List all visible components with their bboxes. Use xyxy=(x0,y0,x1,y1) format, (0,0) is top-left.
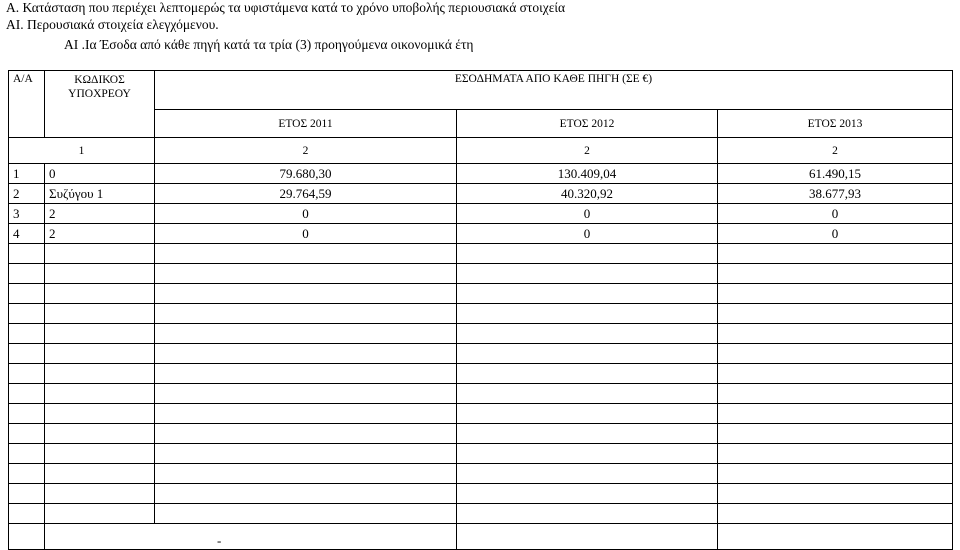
row-code: 2 xyxy=(45,224,155,244)
header-code xyxy=(45,71,155,138)
income-table xyxy=(8,70,953,550)
last-row-mark: - xyxy=(45,524,457,550)
header-aa: Α/Α xyxy=(9,71,45,138)
empty-row xyxy=(9,504,953,524)
row-value-2011: 0 xyxy=(155,204,457,224)
empty-row xyxy=(9,424,953,444)
table-row xyxy=(9,224,953,244)
header-income: ΕΣΟΔΗΜΑΤΑ ΑΠΟ ΚΑΘΕ ΠΗΓΗ (ΣΕ €) xyxy=(155,71,953,110)
row-aa: 4 xyxy=(9,224,45,244)
year-2013: ΕΤΟΣ 2013 xyxy=(718,110,953,138)
last-row xyxy=(9,524,953,550)
column-number-row xyxy=(9,138,953,164)
empty-row xyxy=(9,444,953,464)
column-number-2011: 2 xyxy=(155,138,457,164)
empty-row xyxy=(9,404,953,424)
empty-row xyxy=(9,384,953,404)
year-2011: ΕΤΟΣ 2011 xyxy=(155,110,457,138)
table-row xyxy=(9,184,953,204)
section-title-ai: ΑΙ. Περουσιακά στοιχεία ελεγχόμενου. xyxy=(6,17,219,32)
column-number-2013: 2 xyxy=(718,138,953,164)
empty-row xyxy=(9,264,953,284)
row-value-2013: 38.677,93 xyxy=(718,184,953,204)
section-title-a: Α. Κατάσταση που περιέχει λεπτομερώς τα υφιστάμενα κατά το χρόνο υποβολής περιουσιακά στοιχεία xyxy=(6,0,566,15)
table-row xyxy=(9,164,953,184)
empty-row xyxy=(9,244,953,264)
column-number-1: 1 xyxy=(9,138,155,164)
empty-row xyxy=(9,324,953,344)
header-row xyxy=(9,71,953,110)
table-row xyxy=(9,204,953,224)
empty-row xyxy=(9,364,953,384)
row-value-2012: 130.409,04 xyxy=(457,164,718,184)
year-2012: ΕΤΟΣ 2012 xyxy=(457,110,718,138)
empty-row xyxy=(9,464,953,484)
row-value-2012: 0 xyxy=(457,224,718,244)
row-aa: 2 xyxy=(9,184,45,204)
row-aa: 3 xyxy=(9,204,45,224)
row-code: 2 xyxy=(45,204,155,224)
header-code-line1: ΚΩΔΙΚΟΣ xyxy=(74,74,125,86)
row-value-2012: 0 xyxy=(457,204,718,224)
row-value-2011: 79.680,30 xyxy=(155,164,457,184)
row-value-2013: 0 xyxy=(718,204,953,224)
column-number-2012: 2 xyxy=(457,138,718,164)
row-value-2012: 40.320,92 xyxy=(457,184,718,204)
empty-row xyxy=(9,284,953,304)
empty-row xyxy=(9,304,953,324)
empty-row xyxy=(9,484,953,504)
row-value-2013: 0 xyxy=(718,224,953,244)
row-code: Συζύγου 1 xyxy=(45,184,155,204)
empty-row xyxy=(9,344,953,364)
row-aa: 1 xyxy=(9,164,45,184)
row-code: 0 xyxy=(45,164,155,184)
section-title-aia: ΑΙ .Ια Έσοδα από κάθε πηγή κατά τα τρία (3) προηγούμενα οικονομικά έτη xyxy=(64,37,474,52)
row-value-2011: 29.764,59 xyxy=(155,184,457,204)
row-value-2013: 61.490,15 xyxy=(718,164,953,184)
row-value-2011: 0 xyxy=(155,224,457,244)
header-code-line2: ΥΠΟΧΡΕΟΥ xyxy=(68,88,131,100)
